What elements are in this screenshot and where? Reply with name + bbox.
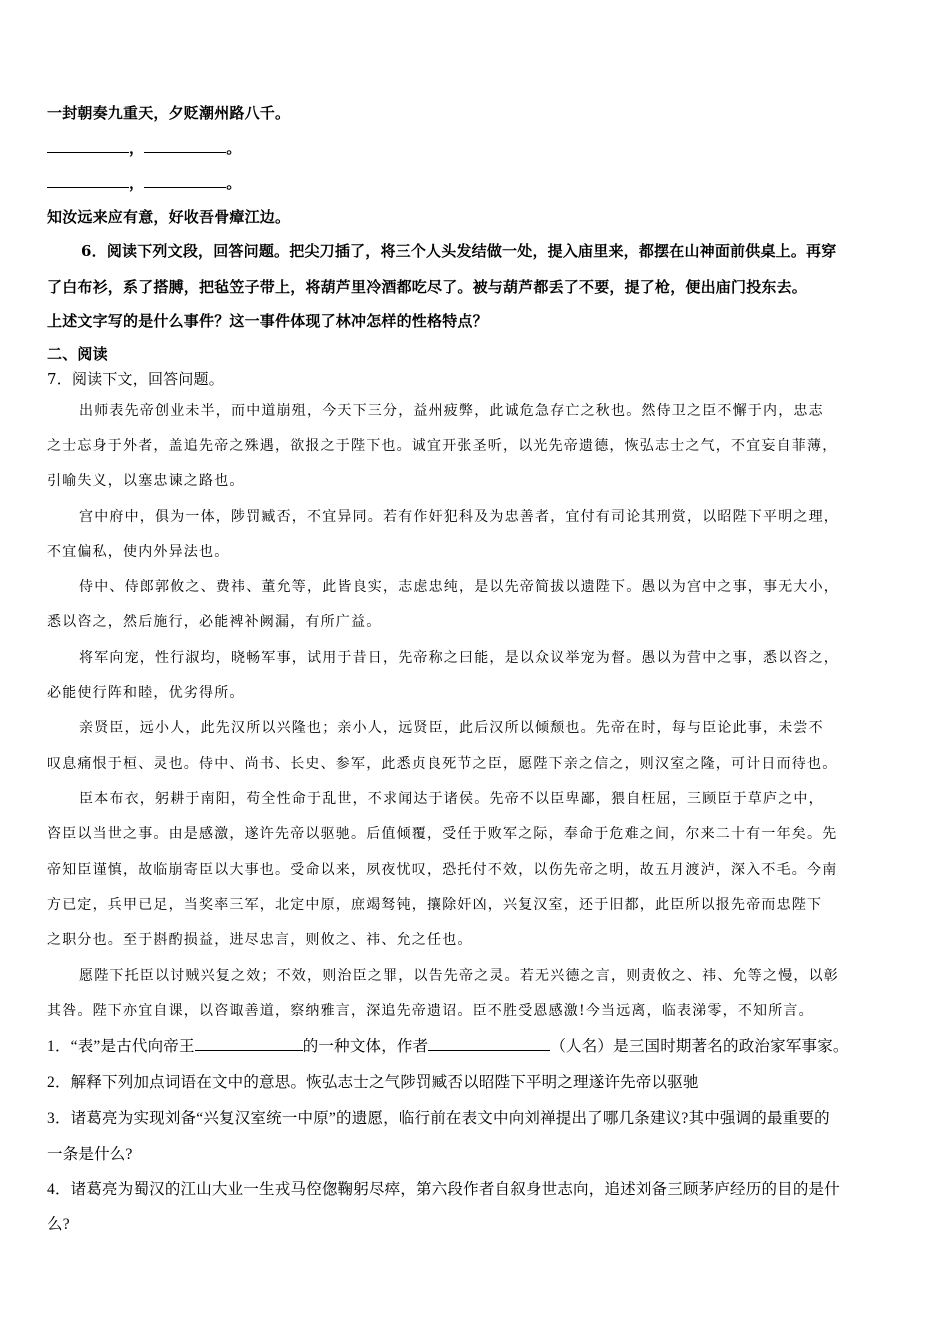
fill-blank-line-1 — [47, 137, 241, 158]
question-7-intro: 7．阅读下文，回答问题。 — [47, 370, 224, 388]
passage-line: 引喻失义，以塞忠谏之路也。 — [47, 473, 245, 489]
passage-line: 悉以咨之，然后施行，必能裨补阙漏，有所广益。 — [47, 614, 382, 630]
answer-blank[interactable] — [144, 173, 226, 188]
period: 。 — [226, 139, 242, 157]
question-2: 2．解释下列加点词语在文中的意思。恢弘志士之气陟罚臧否以昭陛下平明之理遂许先帝以驱驰 — [47, 1074, 699, 1091]
passage-line: 臣本布衣，躬耕于南阳，苟全性命于乱世，不求闻达于诸侯。先帝不以臣卑鄙，猥自枉屈，三顾臣于草庐之中， — [79, 791, 824, 807]
comma: ， — [129, 139, 145, 157]
question-1 — [47, 1034, 849, 1056]
question-1-text: 的一种文体，作者 — [302, 1038, 429, 1055]
passage-line: 侍中、侍郎郭攸之、费祎、董允等，此皆良实，志虑忠纯，是以先帝简拔以遗陛下。愚以为宫中之事，事无大小， — [79, 579, 839, 595]
comma: ， — [129, 174, 145, 192]
answer-blank[interactable] — [47, 138, 129, 153]
passage-line: 出师表先帝创业未半，而中道崩殂，今天下三分，益州疲弊，此诚危急存亡之秋也。然侍卫之臣不懈于内，忠志 — [79, 403, 824, 419]
section-heading: 二、阅读 — [47, 345, 108, 363]
passage-line: 之职分也。至于斟酌损益，进尽忠言，则攸之、祎、允之任也。 — [47, 932, 473, 948]
poem-line-4: 知汝远来应有意，好收吾骨瘴江边。 — [47, 208, 291, 226]
passage-line: 之士忘身于外者，盖追先帝之殊遇，欲报之于陛下也。诚宜开张圣听，以光先帝遗德，恢弘志士之气，不宜妄自菲薄， — [47, 438, 838, 454]
question-3-line-2: 一条是什么? — [47, 1146, 133, 1163]
question-1-text: 1．“表”是古代向帝王 — [47, 1038, 195, 1055]
passage-line: 不宜偏私，使内外异法也。 — [47, 544, 230, 560]
passage-line: 亲贤臣，远小人，此先汉所以兴隆也；亲小人，远贤臣，此后汉所以倾颓也。先帝在时，每与臣论此事，未尝不 — [79, 720, 824, 736]
passage-line: 将军向宠，性行淑均，晓畅军事，试用于昔日，先帝称之曰能，是以众议举宠为督。愚以为营中之事，悉以咨之， — [79, 650, 839, 666]
question-6-line-2: 了白布衫，系了搭膊，把毡笠子带上，将葫芦里冷酒都吃尽了。被与葫芦都丢了不要，提了枪，便出庙门投东去。 — [47, 278, 808, 296]
passage-line: 咨臣以当世之事。由是感激，遂许先帝以驱驰。后值倾覆，受任于败军之际，奉命于危难之间，尔来二十有一年矣。先 — [47, 826, 838, 842]
answer-blank[interactable] — [195, 1036, 303, 1051]
question-6-line-1: 6．阅读下列文段，回答问题。把尖刀插了，将三个人头发结做一处，提入庙里来，都摆在山神面前供桌上。再穿 — [81, 242, 837, 260]
question-3-line-1: 3．诸葛亮为实现刘备“兴复汉室统一中原”的遗愿，临行前在表文中向刘禅提出了哪几条建议?其中强调的最重要的 — [47, 1110, 830, 1127]
passage-line: 宫中府中，俱为一体，陟罚臧否，不宜异同。若有作奸犯科及为忠善者，宜付有司论其刑赏，以昭陛下平明之理， — [79, 509, 839, 525]
period: 。 — [226, 174, 242, 192]
passage-line: 愿陛下托臣以讨贼兴复之效；不效，则治臣之罪，以告先帝之灵。若无兴德之言，则责攸之、祎、允等之慢，以彰 — [79, 968, 839, 984]
question-4-line-2: 么? — [47, 1216, 70, 1233]
passage-line: 帝知臣谨慎，故临崩寄臣以大事也。受命以来，夙夜忧叹，恐托付不效，以伤先帝之明，故五月渡泸，深入不毛。今南 — [47, 862, 838, 878]
passage-line: 方已定，兵甲已足，当奖率三军，北定中原，庶竭驽钝，攘除奸凶，兴复汉室，还于旧都，此臣所以报先帝而忠陛下 — [47, 897, 823, 913]
question-4-line-1: 4．诸葛亮为蜀汉的江山大业一生戎马倥偬鞠躬尽瘁，第六段作者自叙身世志向，追述刘备三顾茅庐经历的目的是什 — [47, 1181, 840, 1198]
question-1-text: （人名）是三国时期著名的政治家军事家。 — [550, 1038, 849, 1055]
passage-line: 其咎。陛下亦宜自课，以咨诹善道，察纳雅言，深追先帝遗诏。臣不胜受恩感激!今当远离，临表涕零，不知所言。 — [47, 1003, 814, 1019]
fill-blank-line-2 — [47, 172, 241, 193]
question-6-prompt: 上述文字写的是什么事件？这一事件体现了林冲怎样的性格特点？ — [47, 312, 488, 330]
poem-line-1: 一封朝奏九重天，夕贬潮州路八千。 — [47, 104, 291, 122]
passage-line: 必能使行阵和睦，优劣得所。 — [47, 685, 245, 701]
answer-blank[interactable] — [144, 138, 226, 153]
passage-line: 叹息痛恨于桓、灵也。侍中、尚书、长史、参军，此悉贞良死节之臣，愿陛下亲之信之，则汉室之隆，可计日而待也。 — [47, 756, 838, 772]
answer-blank[interactable] — [428, 1036, 550, 1051]
answer-blank[interactable] — [47, 173, 129, 188]
